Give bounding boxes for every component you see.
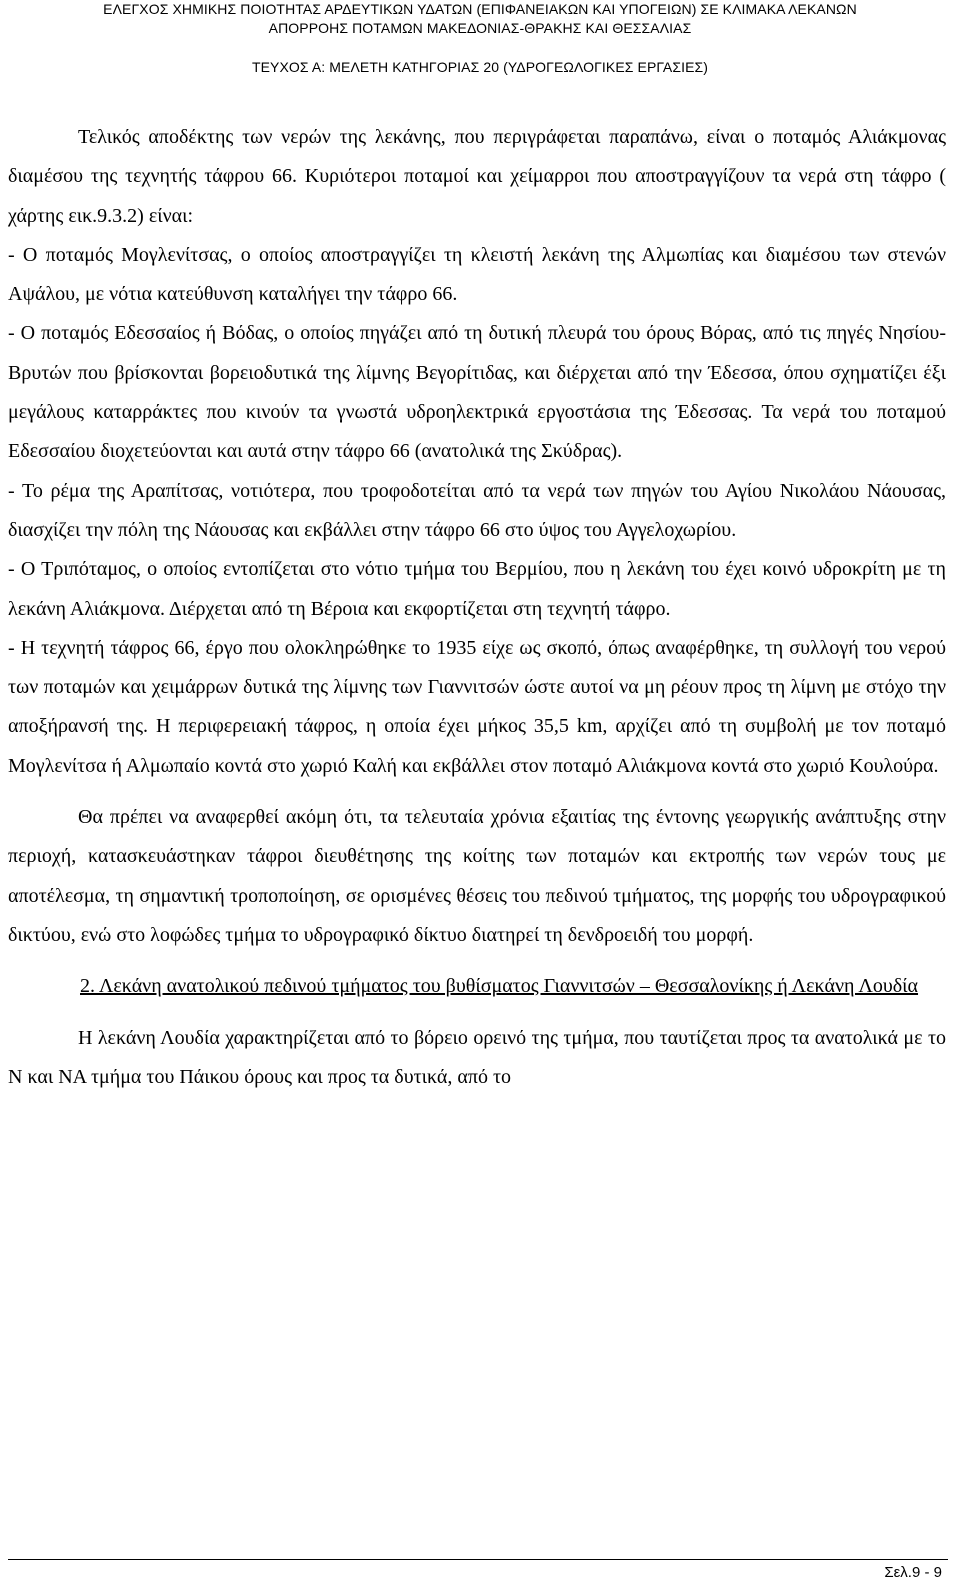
paragraph-spacer xyxy=(8,1007,946,1019)
section-heading-loudias: 2. Λεκάνη ανατολικού πεδινού τμήματος του βυθίσματος Γιαννιτσών – Θεσσαλονίκης ή Λεκάνη Λουδία xyxy=(80,975,919,998)
paragraph-spacer xyxy=(8,786,946,798)
paragraph-loudias-intro: Η λεκάνη Λουδία χαρακτηρίζεται από το βόρειο ορεινό της τμήμα, που ταυτίζεται προς τα ανατολικά με το Ν και ΝΑ τμήμα του Πάικου όρους και προς τα δυτικά, από το xyxy=(8,1026,946,1088)
paragraph-arapitsa: - Το ρέμα της Αραπίτσας, νοτιότερα, που τροφοδοτείται από τα νερά των πηγών του Αγίου Νικολάου Νάουσας, διασχίζει την πόλη της Νάουσας και εκβάλλει στην τάφρο 66 στο ύψος του Αγγελοχωρίου. xyxy=(8,479,946,541)
paragraph-tafros-66: - Η τεχνητή τάφρος 66, έργο που ολοκληρώθηκε το 1935 είχε ως σκοπό, όπως αναφέρθηκε, τη συλλογή του νερού των ποταμών και χειμάρρων δυτικά της λίμνης των Γιαννιτσών ώστε αυτοί να μη ρέουν προς τη λίμνη με στόχο την αποξήρανσή της. Η περιφερειακή τάφρος, η οποία έχει μήκος 35,5 km, αρχίζει από τη συμβολή με τον ποταμό Μογλενίτσα ή Αλμωπαίο κοντά στο χωριό Καλή και εκβάλλει στον ποταμό Αλιάκμονα κοντά στο χωριό Κουλούρα. xyxy=(8,636,946,777)
paragraph-edessaios: - Ο ποταμός Εδεσσαίος ή Βόδας, ο οποίος πηγάζει από τη δυτική πλευρά του όρους Βόρας, από τις πηγές Νησίου-Βρυτών που βρίσκονται βορειοδυτικά της λίμνης Βεγορίτιδας, και διέρχεται από την Έδεσσα, όπου σχηματίζει έξι μεγάλους καταρράκτες που κινούν τα γνωστά υδροηλεκτρικά εργοστάσια της Έδεσσας. Τα νερά του ποταμού Εδεσσαίου διοχετεύονται και αυτά στην τάφρο 66 (ανατολικά της Σκύδρας). xyxy=(8,322,946,463)
header-volume-line: ΤΕΥΧΟΣ Α: ΜΕΛΕΤΗ ΚΑΤΗΓΟΡΙΑΣ 20 (ΥΔΡΟΓΕΩΛΟΓΙΚΕΣ ΕΡΓΑΣΙΕΣ) xyxy=(251,59,709,75)
paragraph-spacer xyxy=(8,955,946,967)
document-body xyxy=(8,118,946,1097)
paragraph-drainage-changes: Θα πρέπει να αναφερθεί ακόμη ότι, τα τελευταία χρόνια εξαιτίας της έντονης γεωργικής ανάπτυξης στην περιοχή, κατασκευάστηκαν τάφροι διευθέτησης της κοίτης των ποταμών και εκτροπής των νερών τους με αποτέλεσμα, τη σημαντική τροποποίηση, σε ορισμένες θέσεις του πεδινού τμήματος, της μορφής του υδρογραφικού δικτύου, ενώ στο λοφώδες τμήμα το υδρογραφικό δίκτυο διατηρεί τη δενδροειδή του μορφή. xyxy=(8,806,946,946)
footer-rule xyxy=(8,1559,948,1560)
header-title-line-2: ΑΠΟΡΡΟΗΣ ΠΟΤΑΜΩΝ ΜΑΚΕΔΟΝΙΑΣ-ΘΡΑΚΗΣ ΚΑΙ ΘΕΣΣΑΛΙΑΣ xyxy=(268,20,692,36)
page-number: Σελ.9 - 9 xyxy=(884,1564,942,1581)
header-title-line-1: ΕΛΕΓΧΟΣ ΧΗΜΙΚΗΣ ΠΟΙΟΤΗΤΑΣ ΑΡΔΕΥΤΙΚΩΝ ΥΔΑΤΩΝ (ΕΠΙΦΑΝΕΙΑΚΩΝ ΚΑΙ ΥΠΟΓΕΙΩΝ) ΣΕ ΚΛΙΜΑΚΑ ΛΕΚΑΝΩΝ xyxy=(103,1,857,17)
paragraph-tripotamos: - Ο Τριπόταμος, ο οποίος εντοπίζεται στο νότιο τμήμα του Βερμίου, που η λεκάνη του έχει κοινό υδροκρίτη με τη λεκάνη Αλιάκμονα. Διέρχεται από τη Βέροια και εκφορτίζεται στη τεχνητή τάφρο. xyxy=(8,558,946,620)
paragraph-intro: Τελικός αποδέκτης των νερών της λεκάνης, που περιγράφεται παραπάνω, είναι ο ποταμός Αλιάκμονας διαμέσου της τεχνητής τάφρου 66. Κυριότεροι ποταμοί και χείμαρροι που αποστραγγίζουν τα νερά στη τάφρο ( χάρτης εικ.9.3.2) είναι: xyxy=(8,126,946,227)
paragraph-moglenitsa: - Ο ποταμός Μογλενίτσας, ο οποίος αποστραγγίζει τη κλειστή λεκάνη της Αλμωπίας και διαμέσου των στενών Αψάλου, με νότια κατεύθυνση καταλήγει την τάφρο 66. xyxy=(8,243,946,306)
